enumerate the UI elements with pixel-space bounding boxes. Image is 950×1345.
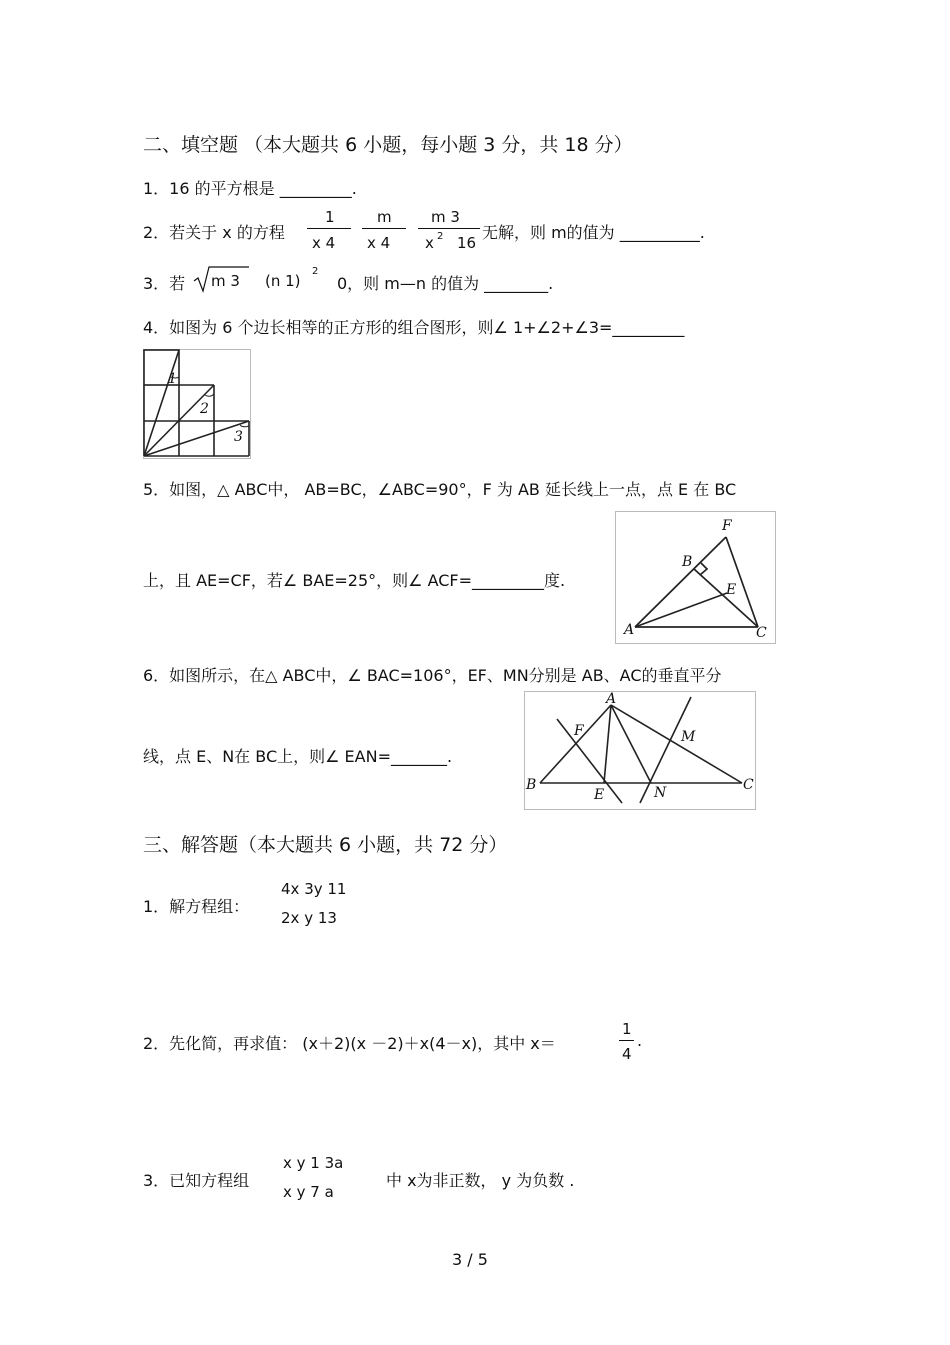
q6-label-C: C <box>743 777 754 793</box>
fill-q3-tail: 0，则 m—n 的值为 ________. <box>337 274 554 293</box>
fill-q2-lead: 2．若关于 x 的方程 <box>143 223 285 242</box>
fill-q6-line2: 线，点 E、N在 BC上，则∠ EAN=_______. <box>143 747 453 766</box>
fill-q2-tail: 无解，则 m的值为 __________. <box>482 223 705 242</box>
fill-q4: 4．如图为 6 个边长相等的正方形的组合图形，则∠ 1+∠2+∠3=_________ <box>143 318 685 337</box>
fraction2-denominator: x 4 <box>367 234 391 252</box>
fill-q6-line1: 6．如图所示，在△ ABC中，∠ BAC=106°，EF、MN分别是 AB、AC的垂直平分 <box>143 666 722 685</box>
solve-q3-eq1: x y 1 3a <box>283 1154 344 1172</box>
angle-label-3: 3 <box>234 429 243 445</box>
fraction2-bar <box>362 228 406 229</box>
solve-q2-tail: . <box>637 1031 643 1050</box>
fraction3-denominator-tail: 16 <box>457 234 477 252</box>
q5-label-B: B <box>682 554 693 570</box>
radicand: m 3 <box>211 272 240 290</box>
q6-label-N: N <box>654 785 667 801</box>
fraction3-numerator: m 3 <box>431 208 460 226</box>
angle-label-1: 1 <box>168 371 177 387</box>
section3-title: 三、解答题（本大题共 6 小题，共 72 分） <box>143 834 508 856</box>
q5-label-F: F <box>722 518 732 534</box>
fill-q3-lead: 3．若 <box>143 274 186 293</box>
q5-label-A: A <box>624 622 635 638</box>
solve-q2-fraction-bar <box>619 1040 634 1041</box>
solve-q1-lead: 1．解方程组： <box>143 897 250 916</box>
q6-label-F: F <box>574 723 584 739</box>
fraction3-bar <box>418 228 480 229</box>
fill-q1: 1．16 的平方根是 _________. <box>143 179 357 198</box>
q5-label-E: E <box>726 582 737 598</box>
squares-figure <box>143 349 251 459</box>
q5-label-C: C <box>756 625 767 641</box>
solve-q1-eq2: 2x y 13 <box>281 909 337 927</box>
angle-label-2: 2 <box>200 401 209 417</box>
section2-title: 二、填空题 （本大题共 6 小题，每小题 3 分，共 18 分） <box>143 134 633 156</box>
fraction1-numerator: 1 <box>325 208 335 226</box>
q6-label-B: B <box>526 777 537 793</box>
fraction1-bar <box>307 228 351 229</box>
q6-label-E: E <box>594 787 605 803</box>
fraction3-exponent: 2 <box>437 231 444 242</box>
fraction1-denominator: x 4 <box>312 234 336 252</box>
solve-q3-lead: 3．已知方程组 <box>143 1171 250 1190</box>
squared-exponent: 2 <box>312 266 319 277</box>
solve-q3-tail: 中 x为非正数， y 为负数 . <box>386 1171 575 1190</box>
page-number: 3 / 5 <box>452 1250 488 1269</box>
fraction2-numerator: m <box>377 208 392 226</box>
squared-term: (n 1) <box>265 272 301 290</box>
solve-q2-denominator: 4 <box>622 1045 632 1063</box>
fraction3-denominator-x: x <box>425 234 434 252</box>
triangle-figure-q5 <box>615 511 777 645</box>
triangle-figure-q6 <box>524 691 757 811</box>
solve-q2-lead: 2．先化简，再求值： (x＋2)(x －2)＋x(4－x)，其中 x＝ <box>143 1034 556 1053</box>
q6-label-M: M <box>681 729 696 745</box>
fill-q5-line2: 上，且 AE=CF，若∠ BAE=25°，则∠ ACF=_________度. <box>143 571 566 590</box>
solve-q3-eq2: x y 7 a <box>283 1183 334 1201</box>
fill-q5-line1: 5．如图，△ ABC中， AB=BC，∠ABC=90°，F 为 AB 延长线上一点，点 E 在 BC <box>143 480 737 499</box>
solve-q2-numerator: 1 <box>622 1020 632 1038</box>
solve-q1-eq1: 4x 3y 11 <box>281 880 347 898</box>
q6-label-A: A <box>606 691 617 707</box>
